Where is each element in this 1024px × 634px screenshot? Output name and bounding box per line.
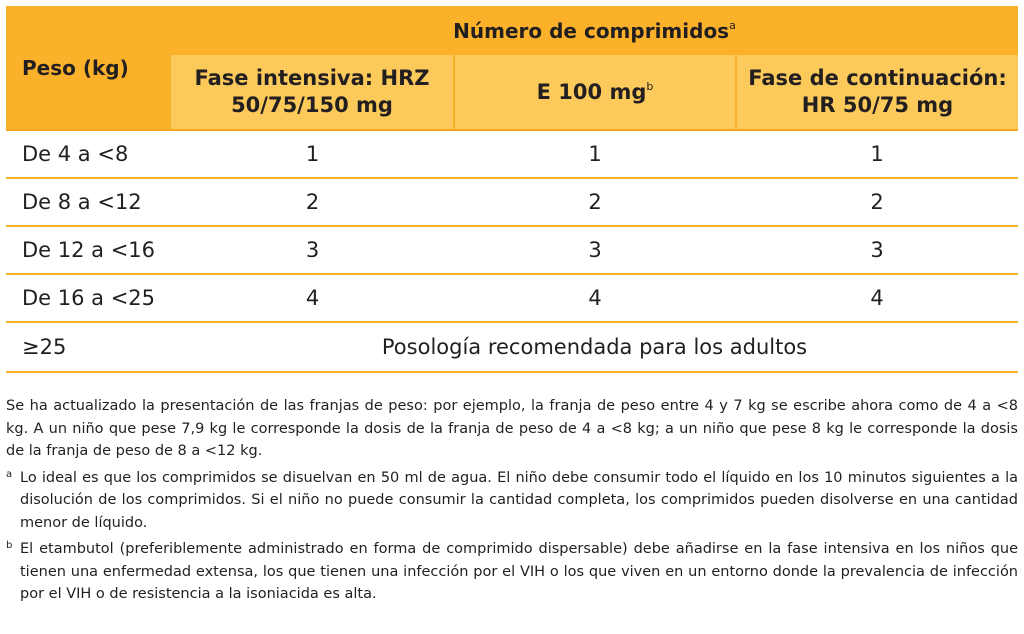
footnote-a-text: Lo ideal es que los comprimidos se disuelvan en 50 ml de agua. El niño debe consumir todo el líquido en los 10 minutos siguientes a la disolución de los comprimidos. Si el niño no puede consumir la cantidad completa, los comprimidos pueden disolverse en una cantidad menor de líquido. [20,469,1018,531]
tablet-count-cell: 4 [171,274,454,322]
tablet-count-cell: 2 [736,178,1018,226]
table-row [6,226,1018,274]
footnote-a [6,467,1018,535]
footnote-a-marker: a [6,468,13,480]
weight-cell: De 8 a <12 [6,178,171,226]
tablet-count-cell: 3 [171,226,454,274]
weight-cell: ≥25 [6,322,171,372]
weight-cell: De 16 a <25 [6,274,171,322]
tablet-count-cell: 2 [171,178,454,226]
footnote-b-marker: b [6,540,13,551]
tablet-count-cell: 2 [454,178,736,226]
adult-dosage-cell: Posología recomendada para los adultos [171,322,1018,372]
weight-cell: De 4 a <8 [6,130,171,178]
tablet-count-cell: 3 [454,226,736,274]
weight-band-note: Se ha actualizado la presentación de las franjas de peso: por ejemplo, la franja de peso entre 4 y 7 kg se escribe ahora como de 4 a <8 kg. A un niño que pese 7,9 kg le corresponde la dosis de la franja de peso de 4 a <8 kg; a un niño que pese 8 kg le corresponde la dosis de la franja de peso de 8 a <12 kg. [6,398,1018,459]
tablet-count-cell: 3 [736,226,1018,274]
table-row [6,130,1018,178]
tablet-count-cell: 4 [454,274,736,322]
tablet-count-cell: 1 [454,130,736,178]
intensive-phase-header: Fase intensiva: HRZ 50/75/150 mg [171,55,454,130]
tablet-count-header: Número de comprimidos$^a$ [171,6,1018,55]
dosage-table [6,6,1018,373]
footnote-b [6,538,1018,606]
tablet-count-cell: 1 [736,130,1018,178]
weight-cell: De 12 a <16 [6,226,171,274]
table-notes [6,395,1018,610]
footnote-marker-a: a [729,18,736,32]
table-row-adult [6,322,1018,372]
footnote-marker-b: b [646,79,654,93]
continuation-phase-header: Fase de continuación: HR 50/75 mg [736,55,1018,130]
tablet-count-cell: 1 [171,130,454,178]
table-row [6,274,1018,322]
weight-column-header: Peso (kg) [6,6,171,130]
ethambutol-header: E 100 $mg^b$ [454,55,736,130]
table-row [6,178,1018,226]
footnote-b-text: El etambutol (preferiblemente administrado en forma de comprimido dispersable) debe añadirse en la fase intensiva en los niños que tienen una enfermedad extensa, los que tienen una infección por el VIH o los que viven en un entorno donde la prevalencia de infección por el VIH o de resistencia a la isoniacida es alta. [20,541,1018,602]
tablet-count-cell: 4 [736,274,1018,322]
